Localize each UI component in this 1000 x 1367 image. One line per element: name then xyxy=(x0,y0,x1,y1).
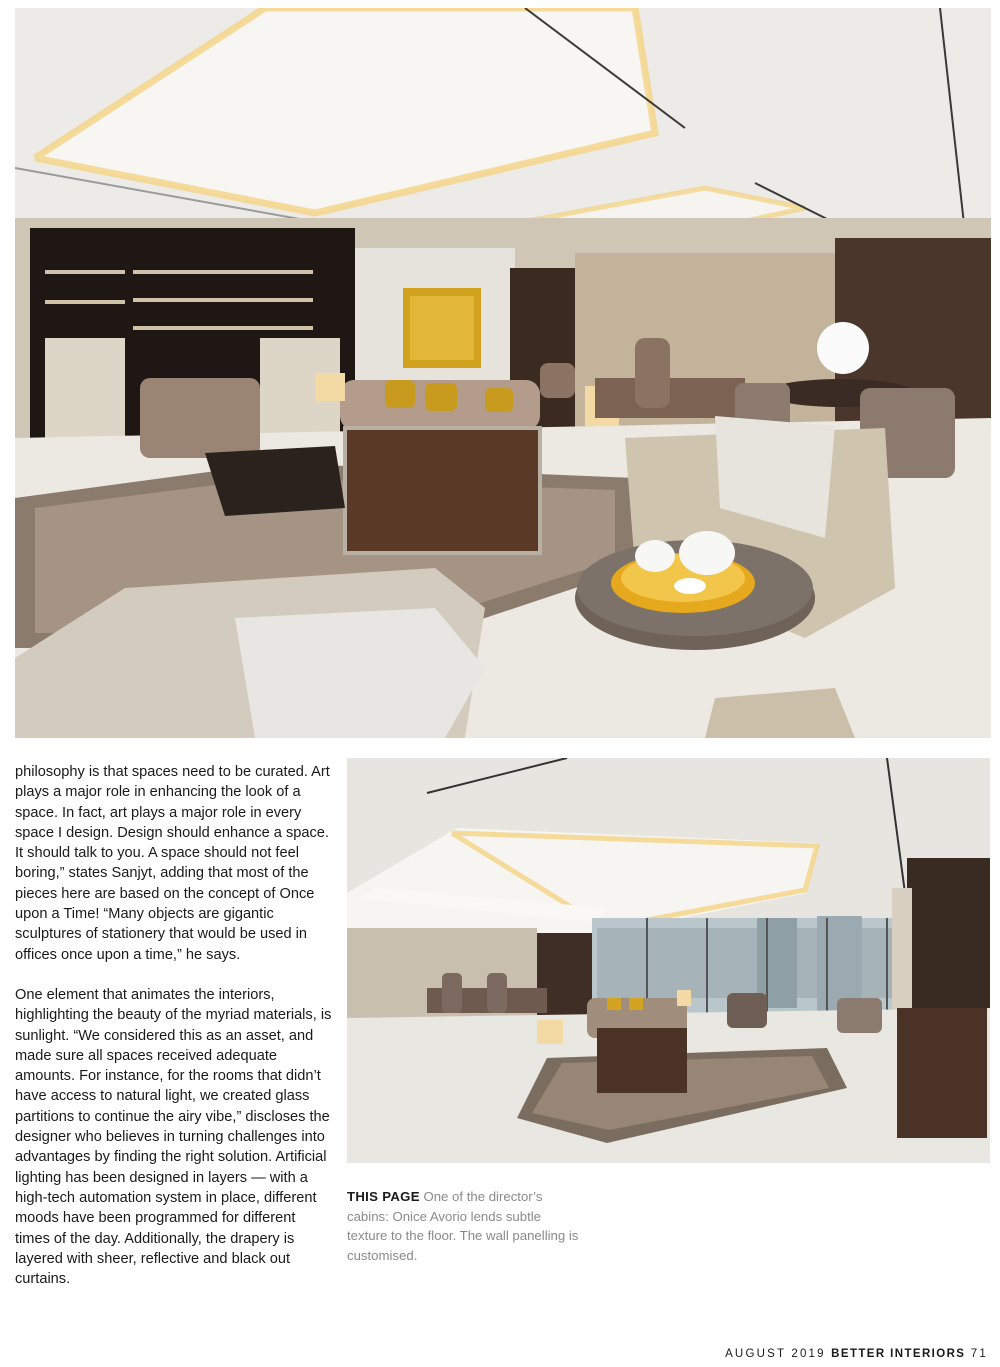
caption-lead: THIS PAGE xyxy=(347,1189,420,1204)
article-paragraph: One element that animates the interiors, highlighting the beauty of the myriad materials, is sunlight. “We considered this as an asset, and made sure all spaces received adequate amounts. For instance, for the rooms that didn’t have access to natural light, we created glass partitions to continue the airy vibe,” discloses the designer who believes in turning challenges into advantages by finding the right solution. Artificial lighting has been designed in layers — with a high-tech automation system in place, different moods have been programmed for different times of the day. Additionally, the drapery is layered with sheer, reflective and black out curtains. xyxy=(15,986,332,1288)
page-number: 71 xyxy=(970,1348,988,1360)
page-footer xyxy=(725,1348,988,1360)
magazine-name: BETTER INTERIORS xyxy=(831,1348,966,1360)
issue-date: AUGUST 2019 xyxy=(725,1348,826,1360)
photo-caption xyxy=(347,1187,582,1265)
caption-text: One of the director’s cabins: Onice Avorio lends subtle texture to the floor. The wall panelling is customised. xyxy=(347,1189,579,1263)
article-paragraph: philosophy is that spaces need to be curated. Art plays a major role in enhancing the look of a space. In fact, art plays a major role in every space I design. Design should enhance a space. It should talk to you. A space should not feel boring,” states Sanjyt, adding that most of the pieces here are based on the concept of Once upon a Time! “Many objects are gigantic sculptures of stationery that would be used in offices once upon a time,” he says. xyxy=(15,764,330,963)
article-body xyxy=(15,762,333,1309)
secondary-photo xyxy=(347,758,990,1163)
hero-photo xyxy=(15,8,991,738)
